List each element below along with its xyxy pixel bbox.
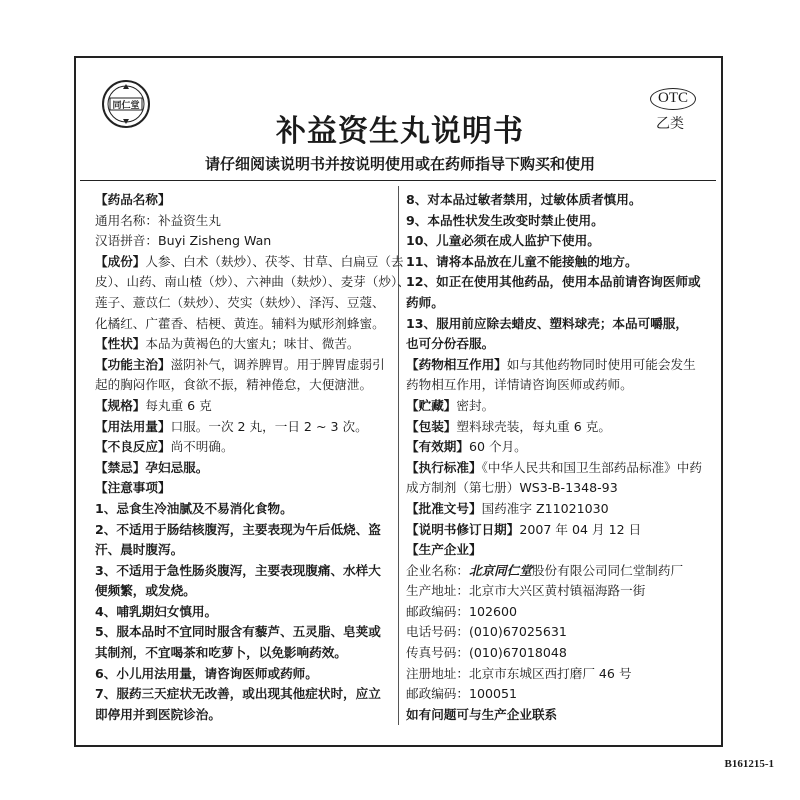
note-item: 9、本品性状发生改变时禁止使用。 — [406, 212, 604, 228]
header-divider — [80, 180, 716, 181]
adverse-heading: 【不良反应】 — [95, 439, 171, 455]
note-item: 便频繁，或发烧。 — [95, 583, 196, 599]
note-item: 5、服本品时不宜同时服含有藜芦、五灵脂、皂荚或 — [95, 624, 381, 640]
appearance-line: 【性状】本品为黄褐色的大蜜丸；味甘、微苦。 — [95, 336, 360, 352]
note-item: 10、儿童必须在成人监护下使用。 — [406, 233, 600, 249]
note-item: 6、小儿用法用量，请咨询医师或药师。 — [95, 665, 318, 681]
fax-number: 传真号码：(010)67018048 — [406, 645, 567, 661]
ingredients-line: 皮）、山药、南山楂（炒）、六神曲（麸炒）、麦芽（炒）、 — [95, 274, 410, 290]
dosage-line: 【用法用量】口服。一次 2 丸，一日 2 ~ 3 次。 — [95, 418, 368, 434]
note-item: 其制剂，不宜喝茶和吃萝卜，以免影响药效。 — [95, 645, 347, 661]
print-code: B161215-1 — [724, 758, 774, 770]
ingredients-line: 化橘红、广藿香、桔梗、黄连。辅料为赋形剂蜂蜜。 — [95, 315, 385, 331]
registered-postcode: 邮政编码：100051 — [406, 686, 518, 702]
spec-line: 【规格】每丸重 6 克 — [95, 397, 212, 413]
interaction-line: 【药物相互作用】如与其他药物同时使用可能会发生 — [406, 356, 696, 372]
postcode: 邮政编码：102600 — [406, 603, 518, 619]
storage-heading: 【贮藏】 — [406, 397, 457, 413]
revision-line: 【说明书修订日期】2007 年 04 月 12 日 — [406, 521, 642, 537]
right-column — [406, 190, 706, 725]
note-item: 2、不适用于肠结核腹泻，主要表现为午后低烧、盗 — [95, 521, 381, 537]
standard-line: 成方制剂（第七册）WS3-B-1348-93 — [406, 480, 618, 496]
note-item: 7、服药三天症状无改善，或出现其他症状时，应立 — [95, 686, 381, 702]
indication-heading: 【功能主治】 — [95, 356, 171, 372]
validity-line: 【有效期】60 个月。 — [406, 439, 527, 455]
note-item: 也可分份吞服。 — [406, 336, 495, 352]
contraindication-line: 【禁忌】孕妇忌服。 — [95, 459, 209, 475]
contact-note: 如有问题可与生产企业联系 — [406, 706, 558, 722]
notes-heading: 【注意事项】 — [95, 480, 171, 496]
contraindication-heading: 【禁忌】 — [95, 459, 146, 475]
ingredients-line: 【成份】人参、白术（麸炒）、茯苓、甘草、白扁豆（去 — [95, 253, 404, 269]
phone-number: 电话号码：(010)67025631 — [406, 624, 567, 640]
note-item: 12、如正在使用其他药品，使用本品前请咨询医师或 — [406, 274, 701, 290]
appearance-heading: 【性状】 — [95, 336, 146, 352]
interaction-line: 药物相互作用，详情请咨询医师或药师。 — [406, 377, 633, 393]
pinyin-name: 汉语拼音：Buyi Zisheng Wan — [95, 233, 272, 249]
production-address: 生产地址：北京市大兴区黄村镇福海路一街 — [406, 583, 646, 599]
note-item: 即停用并到医院诊治。 — [95, 706, 221, 722]
page-subtitle: 请仔细阅读说明书并按说明使用或在药师指导下购买和使用 — [204, 155, 595, 173]
note-item: 1、忌食生冷油腻及不易消化食物。 — [95, 500, 293, 516]
package-line: 【包装】塑料球壳装，每丸重 6 克。 — [406, 418, 611, 434]
package-heading: 【包装】 — [406, 418, 457, 434]
left-column — [95, 190, 410, 725]
note-item: 13、服用前应除去蜡皮、塑料球壳；本品可嚼服， — [406, 315, 688, 331]
note-item: 药师。 — [406, 294, 444, 310]
otc-class-label: 乙类 — [656, 116, 684, 132]
indication-line: 起的胸闷作呕，食欲不振，精神倦怠，大便溏泄。 — [95, 377, 373, 393]
page-title: 补益资生丸说明书 — [276, 114, 524, 149]
approval-heading: 【批准文号】 — [406, 500, 482, 516]
drug-name-heading: 【药品名称】 — [95, 192, 171, 207]
note-item: 11、请将本品放在儿童不能接触的地方。 — [406, 253, 638, 269]
registered-address: 注册地址：北京市东城区西打磨厂 46 号 — [406, 665, 632, 681]
adverse-line: 【不良反应】尚不明确。 — [95, 439, 234, 455]
approval-line: 【批准文号】国药准字 Z11021030 — [406, 500, 609, 516]
revision-heading: 【说明书修订日期】 — [406, 521, 520, 537]
spec-heading: 【规格】 — [95, 397, 146, 413]
validity-heading: 【有效期】 — [406, 439, 469, 455]
note-item: 汗、晨时腹泻。 — [95, 542, 184, 558]
generic-name: 通用名称：补益资生丸 — [95, 212, 221, 228]
ingredients-heading: 【成份】 — [95, 253, 146, 269]
dosage-heading: 【用法用量】 — [95, 418, 171, 434]
note-item: 4、哺乳期妇女慎用。 — [95, 603, 218, 619]
manufacturer-heading: 【生产企业】 — [406, 542, 482, 558]
indication-line: 【功能主治】滋阴补气，调养脾胃。用于脾胃虚弱引 — [95, 356, 385, 372]
standard-line: 【执行标准】《中华人民共和国卫生部药品标准》中药 — [406, 459, 702, 475]
ingredients-line: 莲子、薏苡仁（麸炒）、芡实（麸炒）、泽泻、豆蔻、 — [95, 294, 385, 310]
note-item: 8、对本品过敏者禁用，过敏体质者慎用。 — [406, 192, 642, 207]
storage-line: 【贮藏】密封。 — [406, 397, 495, 413]
note-item: 3、不适用于急性肠炎腹泻，主要表现腹痛、水样大 — [95, 562, 381, 578]
interaction-heading: 【药物相互作用】 — [406, 356, 507, 372]
logo-text: 同仁堂 — [112, 101, 140, 111]
company-name: 企业名称：北京同仁堂股份有限公司同仁堂制药厂 — [406, 562, 684, 578]
standard-heading: 【执行标准】 — [406, 459, 482, 475]
otc-badge: OTC — [650, 88, 696, 110]
company-brand: 北京同仁堂 — [468, 562, 532, 578]
